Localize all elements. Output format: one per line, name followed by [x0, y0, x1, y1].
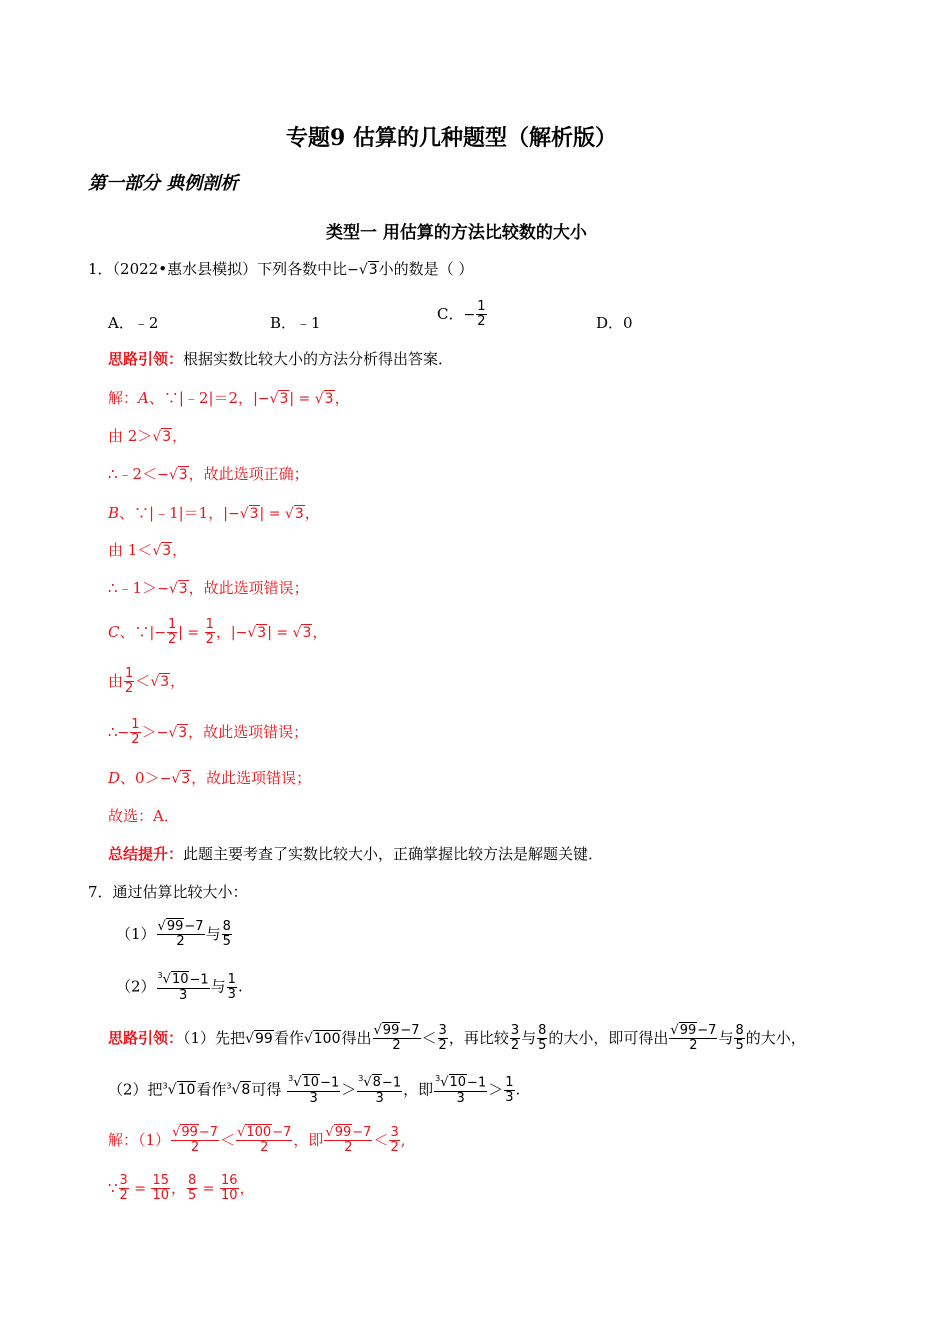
- q1-solution-line-4: B、∵|﹣1|＝1，|−√3| = √3，: [108, 504, 320, 522]
- q7-hint-line-2: （2）把$^3$√10看作$^3$√8可得 $\frac{^3√10-1}{3}$ ＞ $\frac{^3√8-1}{3}$ ，即 $\frac{^3√10-1}{3}$ ＞ $\frac{1}{3}$ .: [108, 1074, 521, 1106]
- type-heading: 类型一 用估算的方法比较数的大小: [326, 223, 587, 243]
- q1-solution-line-10: D、0＞−√3，故此选项错误；: [108, 769, 312, 787]
- q7-part-1: （1） $\frac{√99-7}{2}$ 与 $\frac{8}{5}$: [116, 919, 231, 950]
- q1-solution-line-7: C、∵|− $\frac{1}{2}$ | = $\frac{1}{2}$ ，|−√3| = √3，: [108, 617, 328, 648]
- part-heading: 第一部分 典例剖析: [88, 173, 239, 194]
- q1-stem-post: 小的数是（ ）: [378, 260, 474, 278]
- q1-option-a: A．﹣2: [108, 314, 159, 332]
- q1-stem: 1．（2022•惠水县模拟）下列各数中比−√3小的数是（ ）: [88, 260, 474, 278]
- page-title: 专题9 估算的几种题型（解析版）: [286, 125, 617, 151]
- q7-solution-line-2: ∵ $\frac{3}{2}$ = $\frac{15}{10}$ ， $\frac{8}{5}$ = $\frac{16}{10}$ ，: [108, 1173, 255, 1204]
- q1-hint: 思路引领：根据实数比较大小的方法分析得出答案．: [108, 350, 454, 368]
- q1-option-c: C．− $\frac{1}{2}$: [437, 299, 486, 330]
- q1-summary: 总结提升：此题主要考查了实数比较大小，正确掌握比较方法是解题关键．: [108, 845, 604, 863]
- q1-stem-pre: 1．（2022•惠水县模拟）下列各数中比: [88, 260, 348, 278]
- q1-solution-line-8: 由 $\frac{1}{2}$ ＜√3，: [108, 666, 186, 697]
- q7-hint-line-1: 思路引领：（1）先把√99看作√100得出 $\frac{√99-7}{2}$ ＜ $\frac{3}{2}$ ，再比较 $\frac{3}{2}$ 与 $\frac{8}{5}$ 的大小，即可得出 $\frac{√99-7}{2}$ 与 $\frac{8}{5}$ 的大小，: [108, 1023, 806, 1054]
- q7-solution-line-1: 解：（1） $\frac{√99-7}{2}$ ＜ $\frac{√100-7}{2}$ ，即 $\frac{√99-7}{2}$ ＜ $\frac{3}{2}$ ,: [108, 1125, 406, 1156]
- q1-solution-line-1: 解：A、∵|﹣2|＝2，|−√3| = √3，: [108, 389, 350, 407]
- q1-solution-line-5: 由 1＜√3，: [108, 541, 188, 559]
- q1-solution-line-2: 由 2＞√3，: [108, 427, 188, 445]
- q7-part-2: （2） $\frac{^3√10-1}{3}$ 与 $\frac{1}{3}$ .: [116, 971, 243, 1003]
- q7-stem: 7．通过估算比较大小：: [88, 883, 248, 901]
- q1-answer: 故选：A．: [108, 807, 179, 825]
- q1-solution-line-9: ∴− $\frac{1}{2}$ ＞−√3，故此选项错误；: [108, 717, 309, 748]
- q1-solution-line-6: ∴﹣1＞−√3，故此选项错误；: [108, 579, 309, 597]
- q1-solution-line-3: ∴﹣2＜−√3，故此选项正确；: [108, 465, 309, 483]
- q1-option-d: D．0: [596, 314, 633, 332]
- q1-option-b: B．﹣1: [270, 314, 321, 332]
